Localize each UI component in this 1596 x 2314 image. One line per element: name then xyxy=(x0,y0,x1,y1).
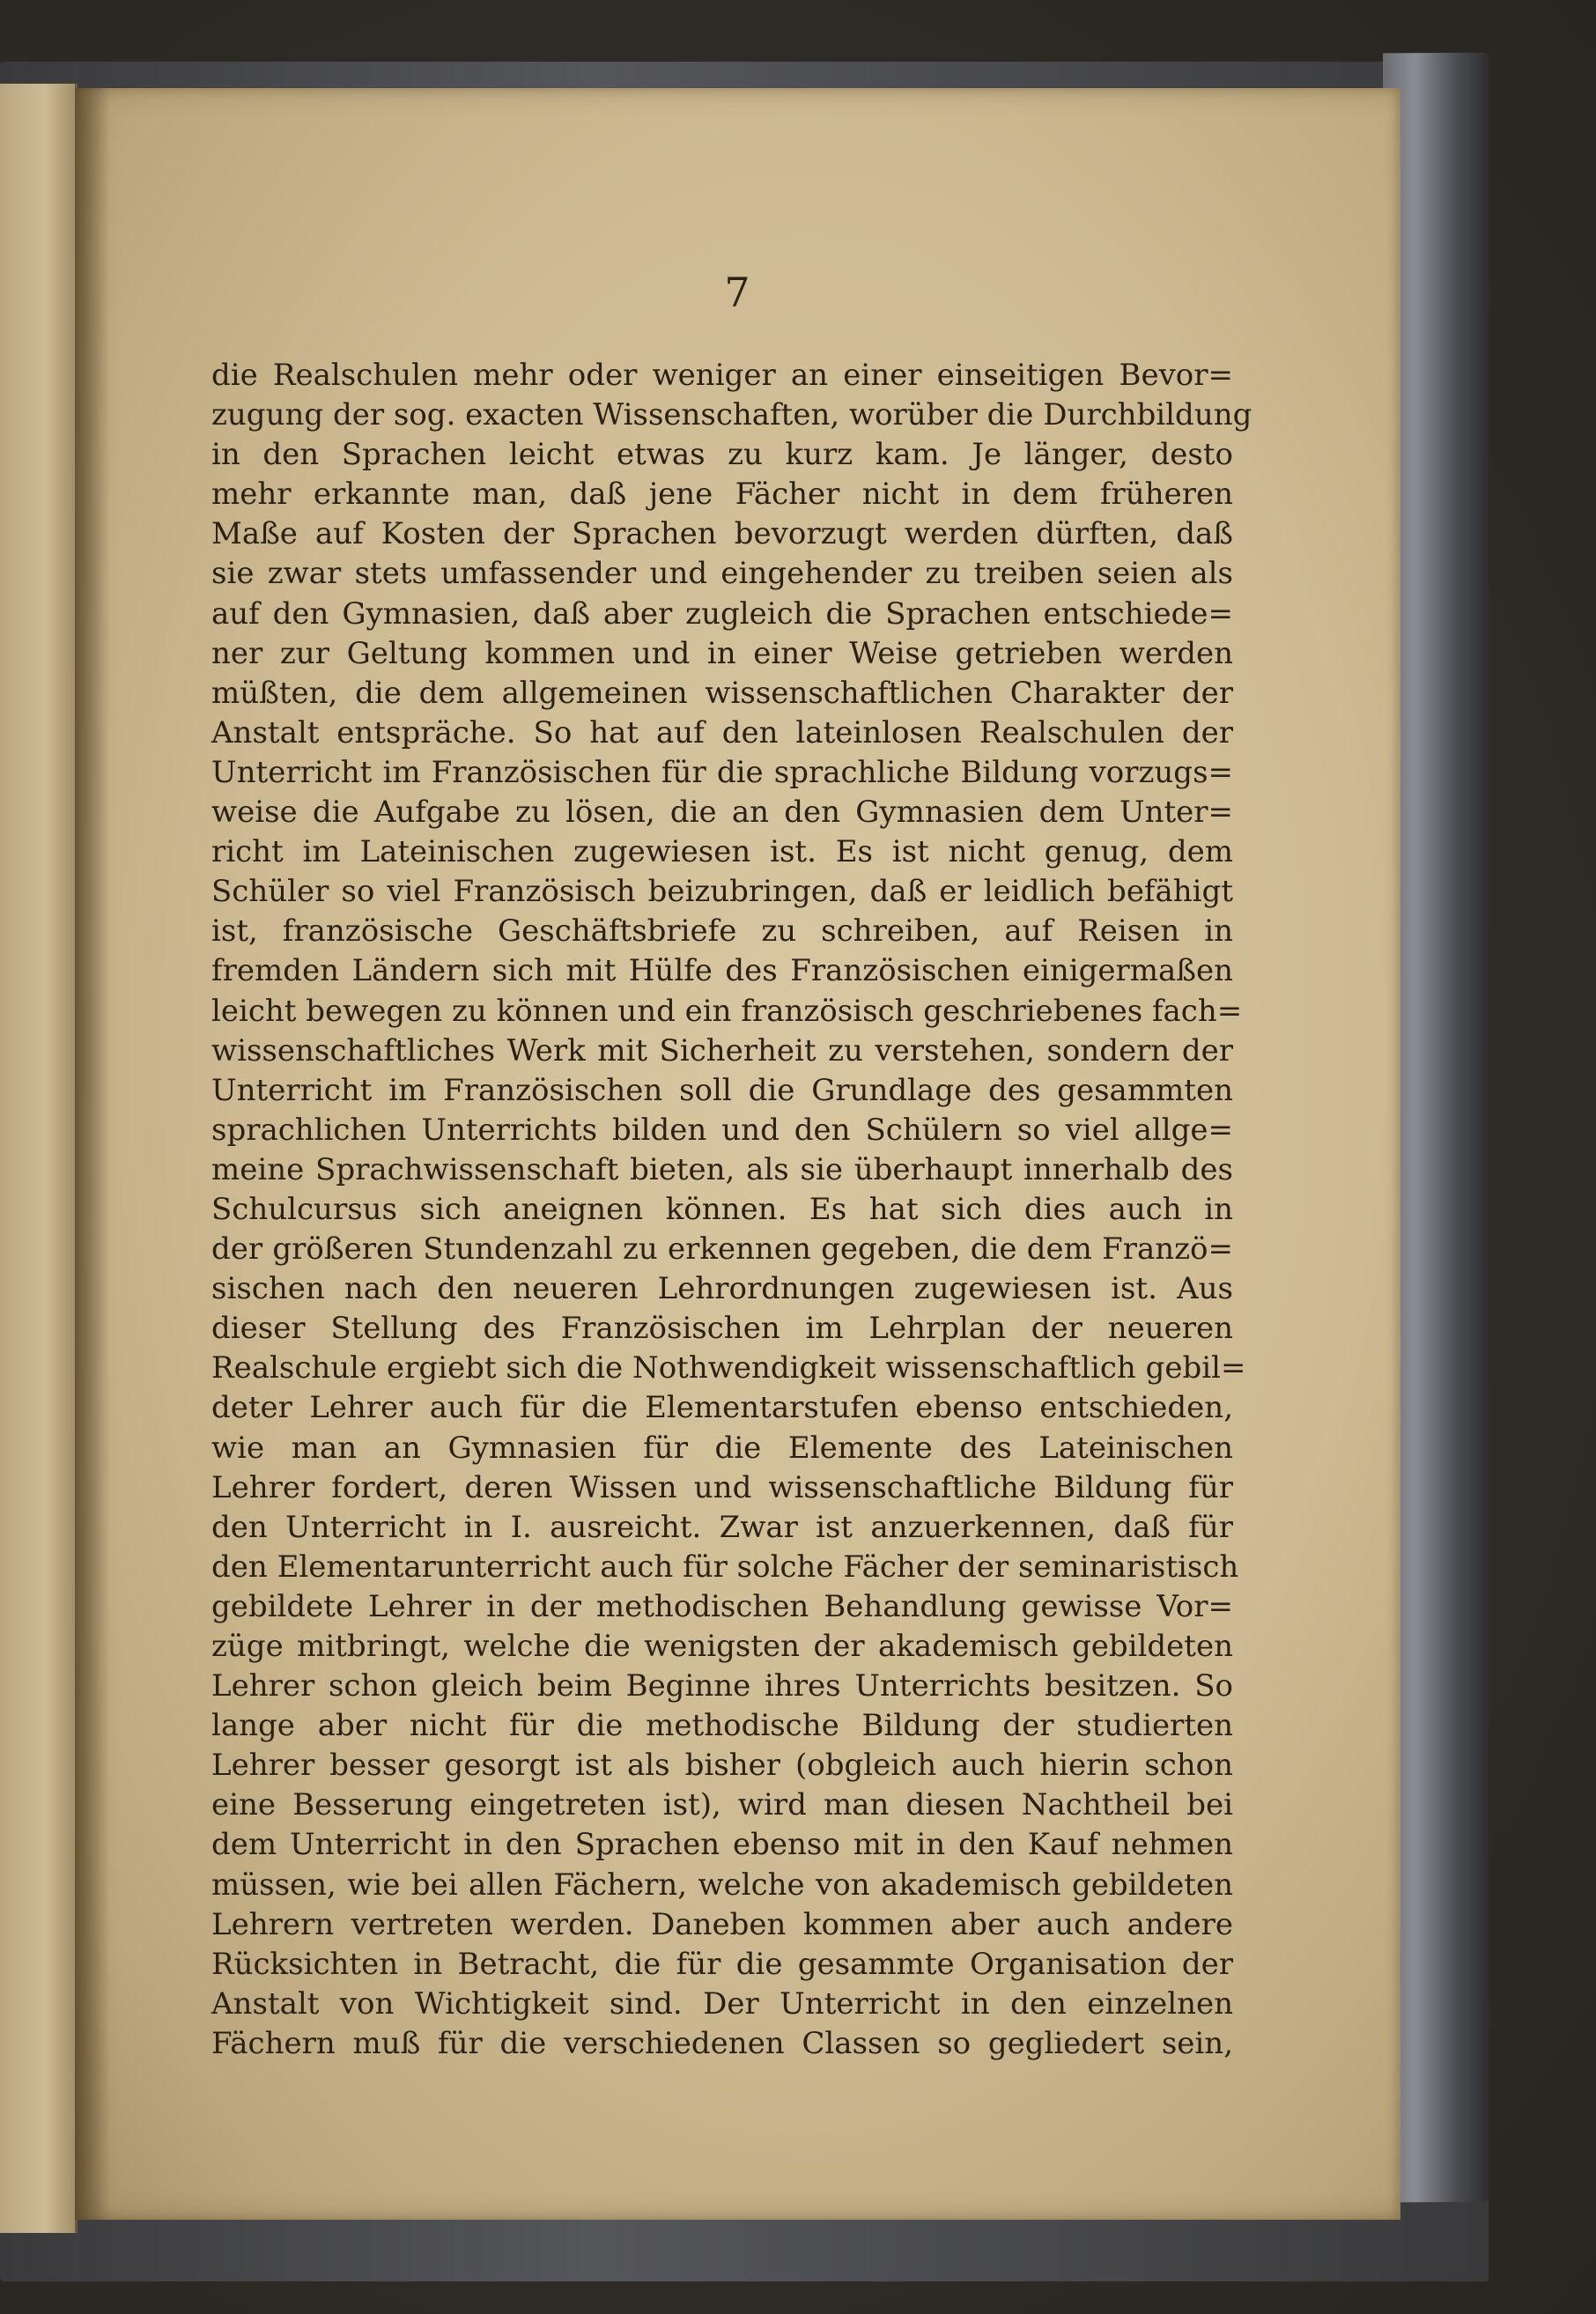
text-line: Fächern muß für die verschiedenen Classen so gegliedert sein, xyxy=(211,2025,1233,2061)
text-line: dieser Stellung des Französischen im Lehrplan der neueren xyxy=(211,1311,1233,1347)
text-line: sischen nach den neueren Lehrordnungen zugewiesen ist. Aus xyxy=(211,1271,1233,1307)
text-line: meine Sprachwissenschaft bieten, als sie überhaupt innerhalb des xyxy=(211,1151,1233,1187)
text-line: müssen, wie bei allen Fächern, welche von akademisch gebildeten xyxy=(211,1867,1233,1903)
text-line: die Realschulen mehr oder weniger an einer einseitigen Bevor= xyxy=(211,358,1233,393)
text-line: wissenschaftliches Werk mit Sicherheit zu verstehen, sondern der xyxy=(211,1032,1233,1068)
text-line: Anstalt entspräche. So hat auf den lateinlosen Realschulen der xyxy=(211,714,1233,750)
text-line: dem Unterricht in den Sprachen ebenso mit in den Kauf nehmen xyxy=(211,1827,1233,1863)
facing-page-edge xyxy=(0,84,78,2233)
text-line: müßten, die dem allgemeinen wissenschaftlichen Charakter der xyxy=(211,675,1233,711)
page-gutter-shadow xyxy=(75,88,110,2220)
text-line: ner zur Geltung kommen und in einer Weise getrieben werden xyxy=(211,635,1233,671)
text-line: den Elementarunterricht auch für solche Fächer der seminaristisch xyxy=(211,1549,1239,1585)
text-line: Schüler so viel Französisch beizubringen, daß er leidlich befähigt xyxy=(211,874,1233,910)
text-line: leicht bewegen zu können und ein französisch geschriebenes fach= xyxy=(211,993,1243,1029)
text-line: Schulcursus sich aneignen können. Es hat sich dies auch in xyxy=(211,1191,1233,1227)
text-line: gebildete Lehrer in der methodischen Behandlung gewisse Vor= xyxy=(211,1588,1233,1624)
text-line: sprachlichen Unterrichts bilden und den Schülern so viel allge= xyxy=(211,1112,1233,1148)
text-line: der größeren Stundenzahl zu erkennen gegeben, die dem Franzö= xyxy=(211,1231,1233,1268)
text-line: richt im Lateinischen zugewiesen ist. Es ist nicht genug, dem xyxy=(211,834,1233,870)
text-line: deter Lehrer auch für die Elementarstufen ebenso entschieden, xyxy=(211,1390,1233,1426)
text-line: lange aber nicht für die methodische Bildung der studierten xyxy=(211,1708,1233,1744)
text-line: Lehrer besser gesorgt ist als bisher (obgleich auch hierin schon xyxy=(211,1748,1233,1784)
text-line: mehr erkannte man, daß jene Fächer nicht in dem früheren xyxy=(211,477,1233,513)
text-line: Rücksichten in Betracht, die für die gesammte Organisation der xyxy=(211,1946,1233,1982)
text-line: Lehrer schon gleich beim Beginne ihres Unterrichts besitzen. So xyxy=(211,1668,1233,1704)
text-line: zugung der sog. exacten Wissenschaften, worüber die Durchbildung xyxy=(211,397,1252,433)
text-line: den Unterricht in I. ausreicht. Zwar ist anzuerkennen, daß für xyxy=(211,1509,1233,1545)
text-line: Lehrer fordert, deren Wissen und wissenschaftliche Bildung für xyxy=(211,1469,1233,1505)
text-line: Unterricht im Französischen für die sprachliche Bildung vorzugs= xyxy=(211,754,1233,790)
text-line: Realschule ergiebt sich die Nothwendigkeit wissenschaftlich gebil= xyxy=(211,1350,1246,1386)
text-line: züge mitbringt, welche die wenigsten der akademisch gebildeten xyxy=(211,1629,1233,1664)
text-line: auf den Gymnasien, daß aber zugleich die Sprachen entschiede= xyxy=(211,595,1233,632)
page-number: 7 xyxy=(724,269,751,316)
text-line: fremden Ländern sich mit Hülfe des Französischen einigermaßen xyxy=(211,953,1233,989)
text-line: Maße auf Kosten der Sprachen bevorzugt werden dürften, daß xyxy=(211,516,1233,552)
text-line: sie zwar stets umfassender und eingehender zu treiben seien als xyxy=(211,556,1233,592)
text-line: in den Sprachen leicht etwas zu kurz kam. Je länger, desto xyxy=(211,437,1233,473)
text-line: ist, französische Geschäftsbriefe zu schreiben, auf Reisen in xyxy=(211,913,1233,950)
text-line: Lehrern vertreten werden. Daneben kommen aber auch andere xyxy=(211,1906,1233,1942)
text-line: Anstalt von Wichtigkeit sind. Der Unterricht in den einzelnen xyxy=(211,1985,1233,2022)
text-line: Unterricht im Französischen soll die Grundlage des gesammten xyxy=(211,1072,1233,1108)
book-page xyxy=(75,88,1400,2220)
text-line: wie man an Gymnasien für die Elemente des Lateinischen xyxy=(211,1430,1233,1466)
text-line: weise die Aufgabe zu lösen, die an den Gymnasien dem Unter= xyxy=(211,795,1233,831)
text-line: eine Besserung eingetreten ist), wird man diesen Nachtheil bei xyxy=(211,1787,1233,1823)
body-text xyxy=(211,356,1252,2064)
